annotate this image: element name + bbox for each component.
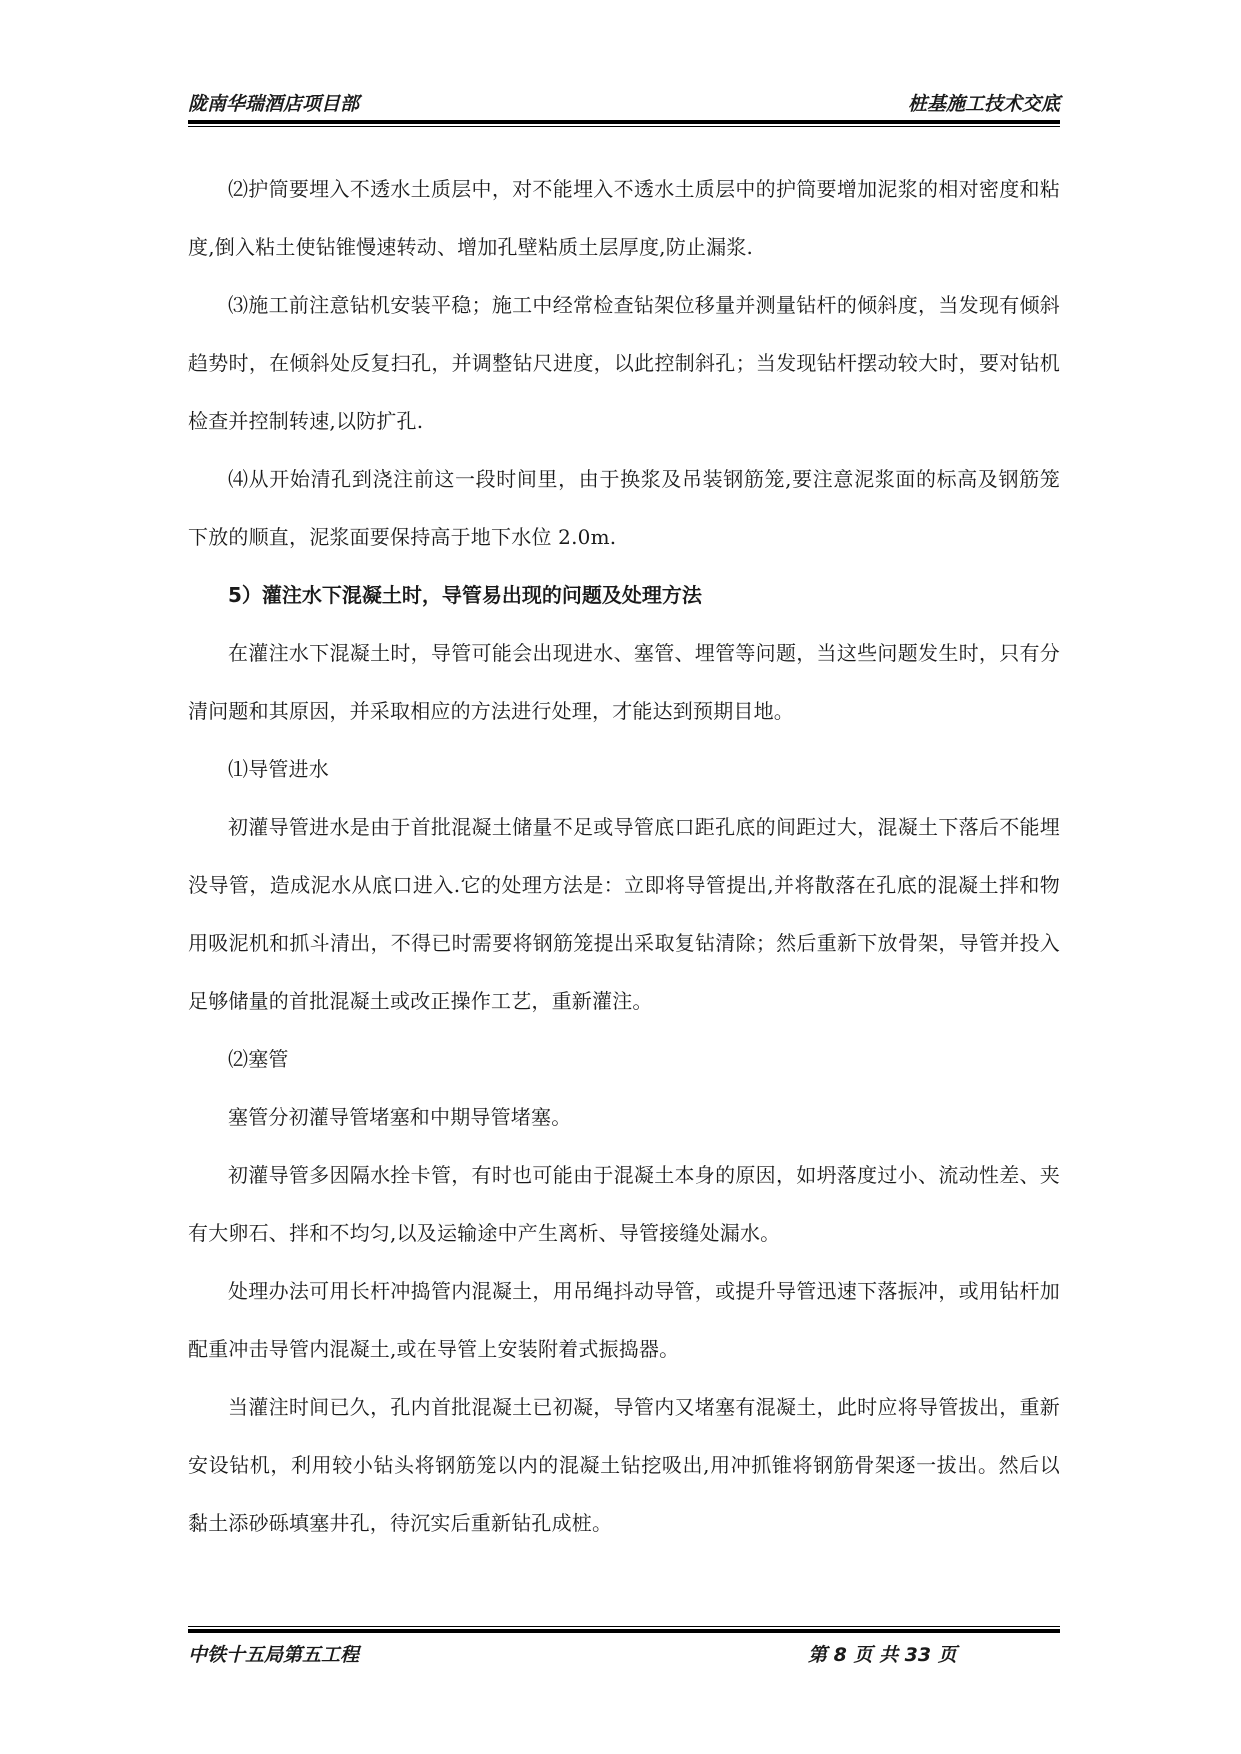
header-document-title: 桩基施工技术交底: [907, 93, 1060, 115]
header-project-name: 陇南华瑞酒店项目部: [188, 93, 360, 115]
subheading-water-ingress: ⑴导管进水: [228, 757, 329, 781]
paragraph-4: ⑷从开始清孔到浇注前这一段时间里，由于换浆及吊装钢筋笼,要注意泥浆面的标高及钢筋笼下放的顺直，泥浆面要保持高于地下水位 2.0m.: [188, 467, 1060, 549]
paragraph-blockage-causes: 初灌导管多因隔水拴卡管，有时也可能由于混凝土本身的原因，如坍落度过小、流动性差、夹有大卵石、拌和不均匀,以及运输途中产生离析、导管接缝处漏水。: [188, 1163, 1060, 1245]
header-rule-thin: [188, 126, 1060, 127]
page-header: [188, 84, 1060, 116]
footer-company: 中铁十五局第五工程: [188, 1644, 360, 1666]
section-intro: 在灌注水下混凝土时，导管可能会出现进水、塞管、埋管等问题，当这些问题发生时，只有分清问题和其原因，并采取相应的方法进行处理，才能达到预期目地。: [188, 641, 1060, 723]
footer-rule-thin: [188, 1626, 1060, 1627]
document-body: [188, 160, 1060, 1552]
subheading-blockage: ⑵塞管: [228, 1047, 289, 1071]
paragraph-water-ingress: 初灌导管进水是由于首批混凝土储量不足或导管底口距孔底的间距过大，混凝土下落后不能埋没导管，造成泥水从底口进入.它的处理方法是：立即将导管提出,并将散落在孔底的混凝土拌和物用吸泥机和抓斗清出，不得已时需要将钢筋笼提出采取复钻清除；然后重新下放骨架，导管并投入足够储量的首批混凝土或改正操作工艺，重新灌注。: [188, 815, 1060, 1013]
paragraph-blockage-types: 塞管分初灌导管堵塞和中期导管堵塞。: [228, 1105, 572, 1129]
paragraph-3: ⑶施工前注意钻机安装平稳；施工中经常检查钻架位移量并测量钻杆的倾斜度，当发现有倾斜趋势时，在倾斜处反复扫孔，并调整钻尺进度，以此控制斜孔；当发现钻杆摆动较大时，要对钻机检查并控制转速,以防扩孔.: [188, 293, 1060, 433]
paragraph-blockage-late: 当灌注时间已久，孔内首批混凝土已初凝，导管内又堵塞有混凝土，此时应将导管拔出，重新安设钻机，利用较小钻头将钢筋笼以内的混凝土钻挖吸出,用冲抓锥将钢筋骨架逐一拔出。然后以黏土添砂砾填塞井孔，待沉实后重新钻孔成桩。: [188, 1395, 1060, 1535]
footer-page-number: 第 8 页 共 33 页: [808, 1644, 957, 1666]
paragraph-blockage-remedy: 处理办法可用长杆冲捣管内混凝土，用吊绳抖动导管，或提升导管迅速下落振冲，或用钻杆加配重冲击导管内混凝土,或在导管上安装附着式振捣器。: [188, 1279, 1060, 1361]
footer-rule-thick: [188, 1629, 1060, 1633]
header-rule-thick: [188, 120, 1060, 124]
page-footer: [188, 1640, 1060, 1670]
section-heading: 5）灌注水下混凝土时，导管易出现的问题及处理方法: [228, 583, 702, 607]
paragraph-2: ⑵护筒要埋入不透水土质层中，对不能埋入不透水土质层中的护筒要增加泥浆的相对密度和粘度,倒入粘土使钻锥慢速转动、增加孔壁粘质土层厚度,防止漏浆.: [188, 177, 1060, 259]
